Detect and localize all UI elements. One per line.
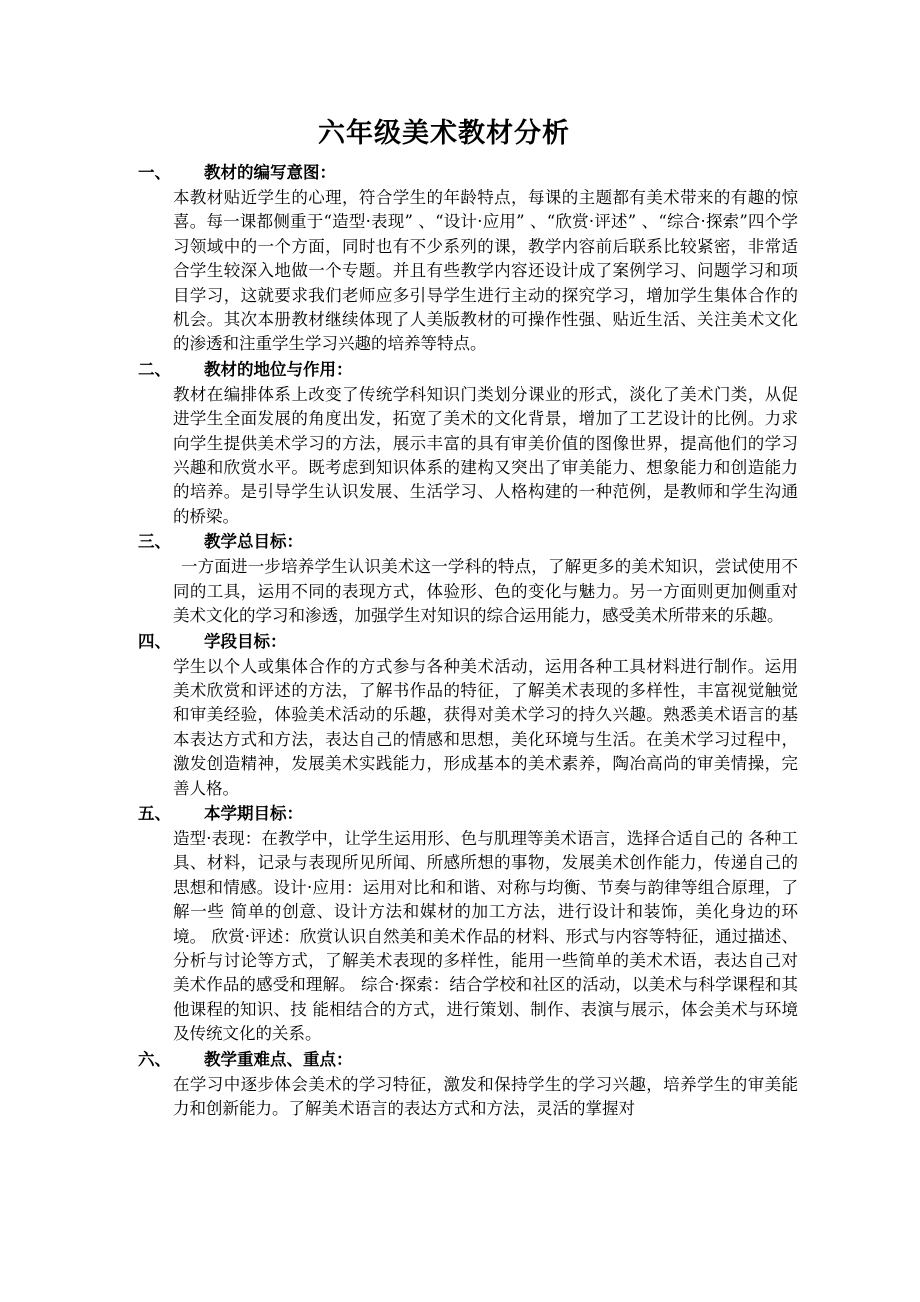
section-body: 学生以个人或集体合作的方式参与各种美术活动，运用各种工具材料进行制作。运用美术欣赏和评述的方法，了解书作品的特征，了解美术表现的多样性，丰富视觉触觉和审美经验，体验美术活动的乐趣，获得对美术学习的持久兴趣。熟悉美术语言的基本表达方式和方法，表达自己的情感和思想，美化环境与生活。在美术学习过程中，激发创造精神，发展美术实践能力，形成基本的美术素养，陶冶高尚的审美情操，完善人格。: [173, 656, 798, 798]
section-4: [138, 629, 798, 801]
section-body: 在学习中逐步体会美术的学习特征，激发和保持学生的学习兴趣，培养学生的审美能力和创新能力。了解美术语言的表达方式和方法，灵活的掌握对: [173, 1074, 798, 1118]
section-title: 学段目标：: [204, 631, 287, 651]
section-body: 本教材贴近学生的心理，符合学生的年龄特点，每课的主题都有美术带来的有趣的惊喜。每一课都侧重于“造型·表现” 、“设计·应用” 、“欣赏·评述” 、“综合·探索”四个学习领域中的一个方面，同时也有不少系列的课，教学内容前后联系比较紧密，非常适合学生较深入地做一个专题。并且有些教学内容还设计成了案例学习、问题学习和项目学习，这就要求我们老师应多引导学生进行主动的探究学习，增加学生集体合作的机会。其次本册教材继续体现了人美版教材的可操作性强、贴近生活、关注美术文化的渗透和注重学生学习兴趣的培养等特点。: [173, 188, 798, 354]
document-content: [138, 160, 798, 1121]
section-title: 教材的地位与作用：: [204, 359, 353, 379]
page-title: 六年级美术教材分析: [318, 118, 570, 149]
section-number: 四、: [138, 631, 171, 651]
section-heading: [138, 1047, 798, 1073]
section-number: 一、: [138, 163, 171, 182]
section-title: 教学重难点、重点：: [204, 1049, 353, 1069]
section-1: [138, 160, 798, 357]
section-body: 教材在编排体系上改变了传统学科知识门类划分课业的形式，淡化了美术门类，从促进学生全面发展的角度出发，拓宽了美术的文化背景，增加了工艺设计的比例。力求向学生提供美术学习的方法，展示丰富的具有审美价值的图像世界，提高他们的学习兴趣和欣赏水平。既考虑到知识体系的建构又突出了审美能力、想象能力和创造能力的培养。是引导学生认识发展、生活学习、人格构建的一种范例，是教师和学生沟通的桥梁。: [173, 384, 798, 526]
section-number: 二、: [138, 359, 171, 379]
section-heading: [138, 357, 798, 383]
section-2: [138, 357, 798, 529]
section-title: 教学总目标：: [204, 532, 303, 552]
section-title: 本学期目标：: [204, 803, 303, 823]
section-number: 三、: [138, 532, 171, 552]
section-heading: [138, 160, 798, 186]
section-3: [138, 529, 798, 628]
section-heading: [138, 801, 798, 827]
section-number: 五、: [138, 803, 171, 823]
section-body: 一方面进一步培养学生认识美术这一学科的特点，了解更多的美术知识，尝试使用不同的工具，运用不同的表现方式，体验形、色的变化与魅力。另一方面则更加侧重对美术文化的学习和渗透，加强学生对知识的综合运用能力，感受美术所带来的乐趣。: [173, 557, 798, 626]
section-heading: [138, 629, 798, 655]
section-5: [138, 801, 798, 1047]
section-number: 六、: [138, 1049, 171, 1069]
section-heading: [138, 529, 798, 555]
section-body: 造型·表现：在教学中，让学生运用形、色与肌理等美术语言，选择合适自己的 各种工具、材料，记录与表现所见所闻、所感所想的事物，发展美术创作能力，传递自己的思想和情感。设计·应用：运用对比和和谐、对称与均衡、节奏与韵律等组合原理，了解一些 简单的创意、设计方法和媒材的加工方法，进行设计和装饰，美化身边的环境。 欣赏·评述：欣赏认识自然美和美术作品的材料、形式与内容等特征，通过描述、 分析与讨论等方式，了解美术表现的多样性，能用一些简单的美术术语，表达自己对美术作品的感受和理解。 综合·探索：结合学校和社区的活动，以美术与科学课程和其他课程的知识、技 能相结合的方式，进行策划、制作、表演与展示，体会美术与环境及传统文化的关系。: [173, 828, 798, 1044]
section-title: 教材的编写意图：: [204, 163, 336, 182]
section-6: [138, 1047, 798, 1122]
